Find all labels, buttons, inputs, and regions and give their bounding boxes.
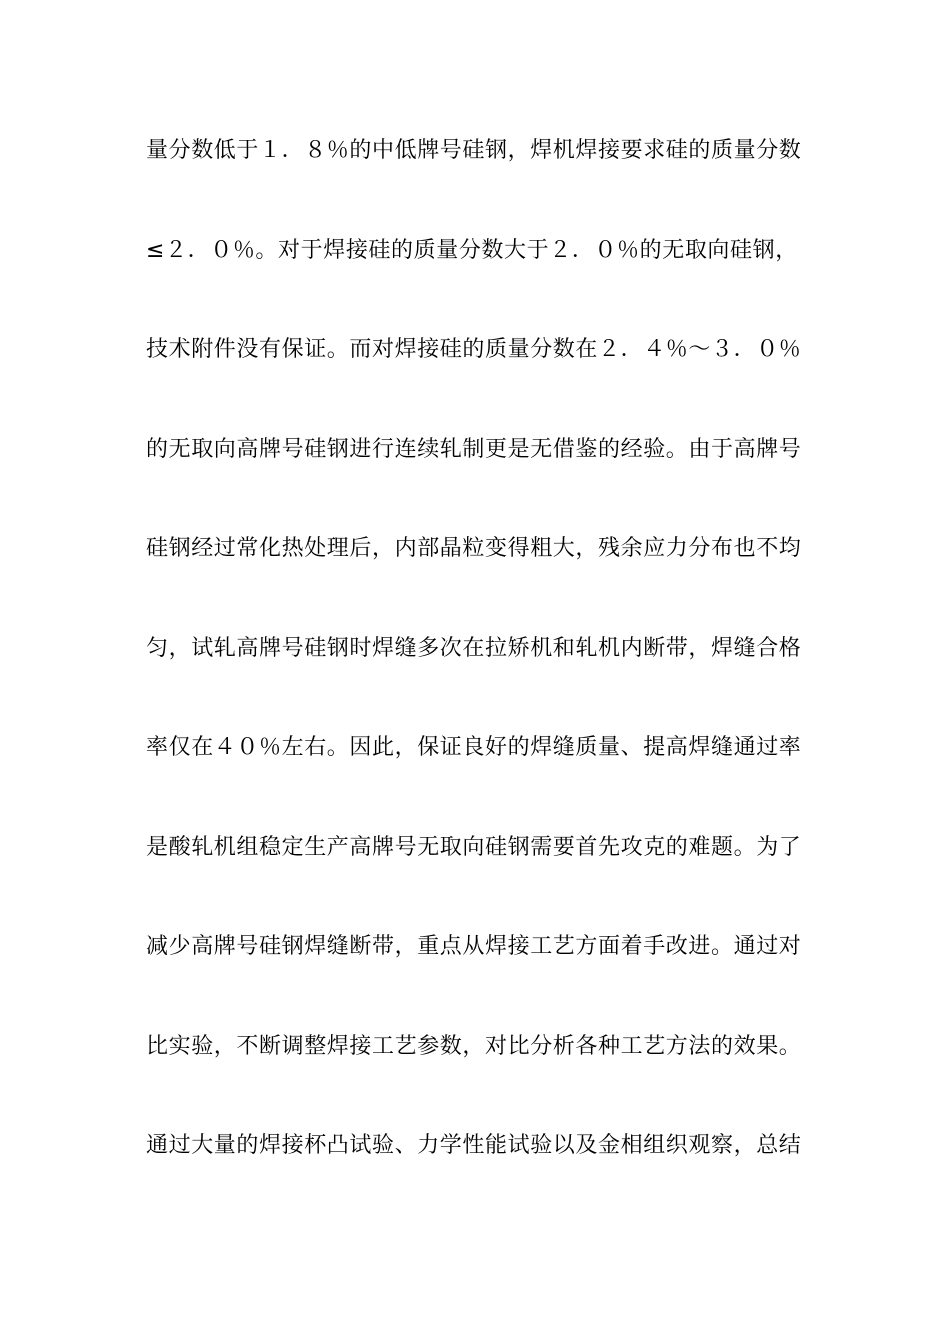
body-text xyxy=(146,128,806,1223)
text-line-1: 量分数低于１．８％的中低牌号硅钢，焊机焊接要求硅的质量分数 xyxy=(146,138,802,163)
text-line-9: 减少高牌号硅钢焊缝断带，重点从焊接工艺方面着手改进。通过对 xyxy=(146,934,802,959)
text-line-8: 是酸轧机组稳定生产高牌号无取向硅钢需要首先攻克的难题。为了 xyxy=(146,834,802,860)
text-line-5: 硅钢经过常化热处理后，内部晶粒变得粗大，残余应力分布也不均 xyxy=(146,536,802,561)
text-line-3: 技术附件没有保证。而对焊接硅的质量分数在２．４％～３．０％ xyxy=(146,337,802,362)
text-line-2: ≤２．０％。对于焊接硅的质量分数大于２．０％的无取向硅钢， xyxy=(146,237,798,263)
text-line-10: 比实验，不断调整焊接工艺参数，对比分析各种工艺方法的效果。 xyxy=(146,1033,802,1059)
text-line-6: 匀，试轧高牌号硅钢时焊缝多次在拉矫机和轧机内断带，焊缝合格 xyxy=(146,635,802,661)
text-line-4: 的无取向高牌号硅钢进行连续轧制更是无借鉴的经验。由于高牌号 xyxy=(146,436,802,462)
text-line-11: 通过大量的焊接杯凸试验、力学性能试验以及金相组织观察，总结 xyxy=(146,1133,802,1158)
text-line-7: 率仅在４０％左右。因此，保证良好的焊缝质量、提高焊缝通过率 xyxy=(146,735,802,760)
